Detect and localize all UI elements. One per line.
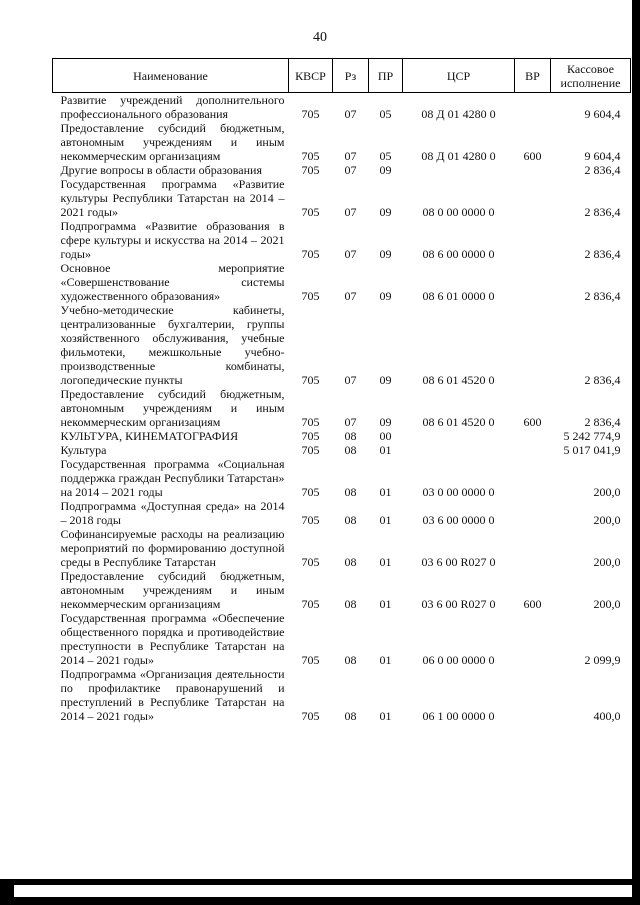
row-csr: 08 6 01 4520 0 xyxy=(422,373,495,387)
row-csr: 08 6 01 4520 0 xyxy=(422,415,495,429)
table-row xyxy=(53,569,631,611)
row-csr: 06 1 00 0000 0 xyxy=(422,709,495,723)
row-amount: 9 604,4 xyxy=(584,107,621,121)
row-rz: 07 xyxy=(344,373,357,387)
row-name: Подпрограмма «Развитие образования в сфере культуры и искусства на 2014 – 2021 годы» xyxy=(60,219,285,261)
row-kvsr: 705 xyxy=(301,653,320,667)
row-name: Культура xyxy=(60,443,107,457)
header-name: Наименование xyxy=(53,59,289,93)
row-amount: 9 604,4 xyxy=(584,149,621,163)
budget-table xyxy=(52,58,631,723)
row-vr xyxy=(515,527,551,569)
row-csr: 08 Д 01 4280 0 xyxy=(421,107,496,121)
row-kvsr: 705 xyxy=(301,443,320,457)
row-pr: 01 xyxy=(379,555,392,569)
table-row xyxy=(53,611,631,667)
row-kvsr: 705 xyxy=(301,373,320,387)
row-amount: 400,0 xyxy=(593,709,621,723)
row-rz: 07 xyxy=(344,163,357,177)
row-kvsr: 705 xyxy=(301,709,320,723)
row-name: Государственная программа «Социальная поддержка граждан Республики Татарстан» на 2014 – 2021 годы xyxy=(60,457,285,499)
row-vr xyxy=(515,261,551,303)
row-name: Другие вопросы в области образования xyxy=(60,163,262,177)
row-name: Государственная программа «Обеспечение общественного порядка и противодействие преступности в Республике Татарстан на 2014 – 2021 годы» xyxy=(60,611,285,667)
table-body xyxy=(53,93,631,724)
row-name: Учебно-методические кабинеты, централизованные бухгалтерии, группы хозяйственного обслуживания, учебные фильмотеки, межшкольные учебно-производственные комбинаты, логопедические пункты xyxy=(60,303,285,387)
row-csr: 08 Д 01 4280 0 xyxy=(421,149,496,163)
header-kvsr: КВСР xyxy=(289,59,333,93)
row-pr: 01 xyxy=(379,653,392,667)
row-rz: 08 xyxy=(344,429,357,443)
row-kvsr: 705 xyxy=(301,205,320,219)
row-csr: 03 6 00 0000 0 xyxy=(422,513,495,527)
row-pr: 00 xyxy=(379,429,392,443)
row-rz: 07 xyxy=(344,247,357,261)
row-rz: 08 xyxy=(344,709,357,723)
row-vr: 600 xyxy=(523,415,542,429)
row-name: Развитие учреждений дополнительного профессионального образования xyxy=(60,93,285,121)
row-vr: 600 xyxy=(523,149,542,163)
row-kvsr: 705 xyxy=(301,485,320,499)
row-kvsr: 705 xyxy=(301,289,320,303)
row-vr xyxy=(515,177,551,219)
header-vr: ВР xyxy=(515,59,551,93)
table-row xyxy=(53,219,631,261)
table-row xyxy=(53,457,631,499)
row-csr: 03 6 00 R027 0 xyxy=(421,555,496,569)
row-pr: 01 xyxy=(379,513,392,527)
row-rz: 08 xyxy=(344,653,357,667)
row-amount: 2 836,4 xyxy=(584,163,621,177)
row-name: Предоставление субсидий бюджетным, автономным учреждениям и иным некоммерческим организациям xyxy=(60,387,285,429)
table-row xyxy=(53,499,631,527)
table-row xyxy=(53,527,631,569)
header-amount: Кассовое исполнение xyxy=(551,59,631,93)
row-pr: 05 xyxy=(379,107,392,121)
row-name: Государственная программа «Развитие культуры Республики Татарстан на 2014 – 2021 годы» xyxy=(60,177,285,219)
table-row xyxy=(53,429,631,443)
row-pr: 01 xyxy=(379,485,392,499)
row-kvsr: 705 xyxy=(301,429,320,443)
row-amount: 2 836,4 xyxy=(584,247,621,261)
row-name: Основное мероприятие «Совершенствование системы художественного образования» xyxy=(60,261,285,303)
row-amount: 5 242 774,9 xyxy=(563,429,621,443)
row-name: КУЛЬТУРА, КИНЕМАТОГРАФИЯ xyxy=(60,429,239,443)
row-vr xyxy=(515,93,551,122)
row-vr xyxy=(515,457,551,499)
row-name: Подпрограмма «Доступная среда» на 2014 – 2018 годы xyxy=(60,499,285,527)
row-vr xyxy=(515,499,551,527)
row-rz: 07 xyxy=(344,205,357,219)
row-vr xyxy=(515,667,551,723)
row-pr: 09 xyxy=(379,373,392,387)
table-header-row xyxy=(53,59,631,93)
row-rz: 08 xyxy=(344,485,357,499)
row-rz: 07 xyxy=(344,289,357,303)
table-row xyxy=(53,177,631,219)
row-kvsr: 705 xyxy=(301,597,320,611)
table-row xyxy=(53,163,631,177)
row-amount: 200,0 xyxy=(593,513,621,527)
table-row xyxy=(53,443,631,457)
row-csr: 08 6 01 0000 0 xyxy=(422,289,495,303)
row-name: Софинансируемые расходы на реализацию мероприятий по формированию доступной среды в Республике Татарстан xyxy=(60,527,285,569)
row-csr xyxy=(403,443,515,457)
row-amount: 2 836,4 xyxy=(584,373,621,387)
page-number: 40 xyxy=(313,30,327,45)
row-name: Подпрограмма «Организация деятельности по профилактике правонарушений и преступлений в Республике Татарстан на 2014 – 2021 годы» xyxy=(60,667,285,723)
row-vr xyxy=(515,163,551,177)
row-pr: 09 xyxy=(379,205,392,219)
row-amount: 2 836,4 xyxy=(584,415,621,429)
row-name: Предоставление субсидий бюджетным, автономным учреждениям и иным некоммерческим организациям xyxy=(60,569,285,611)
row-csr: 03 0 00 0000 0 xyxy=(422,485,495,499)
row-vr xyxy=(515,429,551,443)
row-kvsr: 705 xyxy=(301,149,320,163)
row-pr: 01 xyxy=(379,443,392,457)
table-row xyxy=(53,121,631,163)
row-rz: 08 xyxy=(344,555,357,569)
row-rz: 07 xyxy=(344,149,357,163)
row-vr xyxy=(515,303,551,387)
row-csr: 06 0 00 0000 0 xyxy=(422,653,495,667)
row-amount: 2 099,9 xyxy=(584,653,621,667)
row-csr: 08 6 00 0000 0 xyxy=(422,247,495,261)
header-pr: ПР xyxy=(369,59,403,93)
row-amount: 5 017 041,9 xyxy=(563,443,621,457)
row-amount: 2 836,4 xyxy=(584,289,621,303)
row-amount: 200,0 xyxy=(593,485,621,499)
row-kvsr: 705 xyxy=(301,247,320,261)
row-vr xyxy=(515,443,551,457)
row-rz: 08 xyxy=(344,597,357,611)
table-row xyxy=(53,387,631,429)
header-rz: Рз xyxy=(333,59,369,93)
scan-bottom-edge xyxy=(0,879,640,905)
row-kvsr: 705 xyxy=(301,513,320,527)
row-vr xyxy=(515,219,551,261)
row-rz: 08 xyxy=(344,443,357,457)
table-row xyxy=(53,261,631,303)
row-vr: 600 xyxy=(523,597,542,611)
row-csr xyxy=(403,429,515,443)
row-kvsr: 705 xyxy=(301,163,320,177)
row-amount: 200,0 xyxy=(593,555,621,569)
row-csr xyxy=(403,163,515,177)
row-amount: 200,0 xyxy=(593,597,621,611)
table-row xyxy=(53,93,631,122)
row-pr: 01 xyxy=(379,597,392,611)
row-kvsr: 705 xyxy=(301,555,320,569)
row-pr: 01 xyxy=(379,709,392,723)
row-pr: 09 xyxy=(379,415,392,429)
row-name: Предоставление субсидий бюджетным, автономным учреждениям и иным некоммерческим организациям xyxy=(60,121,285,163)
row-rz: 08 xyxy=(344,513,357,527)
row-amount: 2 836,4 xyxy=(584,205,621,219)
row-pr: 05 xyxy=(379,149,392,163)
row-rz: 07 xyxy=(344,415,357,429)
table-row xyxy=(53,303,631,387)
row-csr: 08 0 00 0000 0 xyxy=(422,205,495,219)
row-kvsr: 705 xyxy=(301,107,320,121)
header-csr: ЦСР xyxy=(403,59,515,93)
row-pr: 09 xyxy=(379,163,392,177)
row-csr: 03 6 00 R027 0 xyxy=(421,597,496,611)
row-rz: 07 xyxy=(344,107,357,121)
table-row xyxy=(53,667,631,723)
row-pr: 09 xyxy=(379,247,392,261)
row-kvsr: 705 xyxy=(301,415,320,429)
row-vr xyxy=(515,611,551,667)
row-pr: 09 xyxy=(379,289,392,303)
scan-right-edge xyxy=(632,0,640,905)
